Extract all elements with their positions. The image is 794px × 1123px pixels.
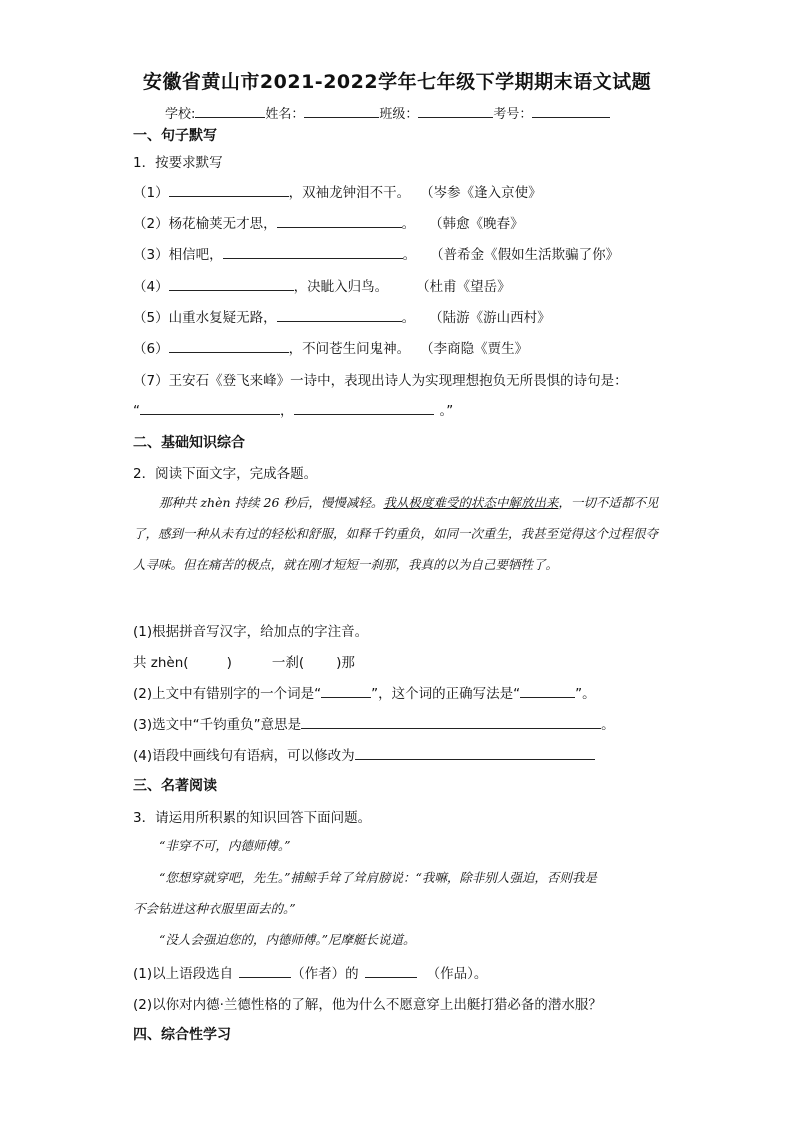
q3-sub-1: [133, 962, 487, 982]
q3-sub-1-b: （作者）的: [291, 966, 359, 982]
q1-item-2: [133, 212, 524, 232]
page-title: 安徽省黄山市2021-2022学年七年级下学期期末语文试题: [142, 71, 652, 93]
q2-sub-1-blanks: [133, 651, 355, 671]
q1-item-4-source: （杜甫《望岳》: [416, 279, 511, 295]
q1-item-7: （7）王安石《登飞来峰》一诗中，表现出诗人为实现理想抱负无所畏惧的诗句是：: [133, 373, 628, 389]
q1-item-6-mid: ，不问苍生问鬼神。: [288, 341, 411, 357]
q2-sub-3: [133, 713, 615, 733]
name-blank[interactable]: [304, 105, 379, 118]
q2-sub-1-d: )那: [336, 655, 355, 671]
q1-item-6: [133, 337, 528, 357]
novel-quote-2b: 不会钻进这种衣服里面去的。”: [133, 901, 296, 916]
section-heading-1: 一、句子默写: [133, 128, 217, 144]
passage-underlined-sentence: 我从极度难受的状态中解放出来: [383, 495, 559, 510]
q1-item-4-pre: （4）: [133, 279, 169, 295]
q1-item-5-mid: 。: [401, 310, 416, 326]
q1-item-1-source: （岑参《逢入京使》: [420, 185, 542, 201]
q2-sub-4-text: (4)语段中画线句有语病，可以修改为: [133, 748, 355, 764]
name-label: 姓名：: [265, 107, 305, 122]
section-heading-2: 二、基础知识综合: [133, 435, 245, 451]
q7-open-quote: “: [133, 403, 140, 419]
q1-item-2-source: （韩愈《晚春》: [429, 216, 524, 232]
q2-sub-2: [133, 682, 596, 702]
q2-sub-1-a: 共 zhèn(: [133, 655, 189, 671]
q2-sub-1-b: ): [226, 655, 232, 671]
q2-sub-2-a: (2)上文中有错别字的一个词是“: [133, 686, 322, 702]
q1-item-1: [133, 181, 542, 201]
q1-item-5: [133, 306, 551, 326]
q2-sub-4-blank[interactable]: [355, 745, 595, 760]
q1-item-3-blank[interactable]: [223, 244, 403, 259]
q3-work-blank[interactable]: [365, 963, 417, 978]
q2-sub-2-blank-2[interactable]: [520, 683, 575, 698]
q1-item-3-mid: 。: [402, 247, 417, 263]
novel-quote-3: “没人会强迫您的，内德师傅。”尼摩艇长说道。: [159, 932, 416, 947]
q1-item-4-blank[interactable]: [169, 276, 294, 291]
section-heading-3: 三、名著阅读: [133, 778, 217, 794]
q2-sub-2-b: ”，这个词的正确写法是“: [371, 686, 521, 702]
passage-part-a: 那种共 zhèn 持续 26 秒后，慢慢减轻。: [159, 495, 384, 510]
section-heading-4: 四、综合性学习: [133, 1027, 231, 1043]
q3-sub-1-c: （作品）。: [426, 966, 488, 982]
q2-sub-2-c: ”。: [575, 686, 596, 702]
q7-close-quote: 。”: [439, 403, 454, 419]
novel-quote-2a: “您想穿就穿吧，先生。”捕鲸手耸了耸肩膀说：“我嘛，除非别人强迫，否则我是: [159, 870, 597, 885]
q1-item-3-pre: （3）相信吧，: [133, 247, 223, 263]
q2-sub-1: (1)根据拼音写汉字，给加点的字注音。: [133, 624, 369, 640]
q1-item-4: [133, 275, 511, 295]
q7-blank-1[interactable]: [140, 400, 280, 415]
q2-sub-1-c: 一刹(: [271, 655, 305, 671]
school-label: 学校:: [165, 107, 196, 122]
q3-author-blank[interactable]: [239, 963, 291, 978]
passage-part-b: ，一切不适都不见了，感到一种从未有过的轻松和舒服，如释千钓重负，如同一次重生，我甚至觉得这个过程很夺人寻味。但在痛苦的极点，就在刚才短短一刹那，我真的以为自己要牺牲了。: [133, 495, 659, 572]
student-info-line: [165, 103, 610, 122]
q2-sub-3-text: (3)选文中“千钧重负”意思是: [133, 717, 302, 733]
class-blank[interactable]: [418, 105, 493, 118]
q1-item-4-mid: ，决眦入归鸟。: [293, 279, 389, 295]
q1-item-6-source: （李商隐《贾生》: [420, 341, 529, 357]
q1-item-5-source: （陆游《游山西村》: [429, 310, 551, 326]
q1-item-1-blank[interactable]: [169, 182, 289, 197]
q3-sub-2: (2)以你对内德·兰德性格的了解，他为什么不愿意穿上出艇打猎必备的潜水服？: [133, 997, 602, 1013]
q1-item-6-pre: （6）: [133, 341, 169, 357]
q2-sub-3-end: 。: [601, 717, 615, 733]
q7-comma: ，: [280, 403, 294, 419]
question-2-prompt: 2．阅读下面文字，完成各题。: [133, 466, 318, 482]
q1-item-2-mid: 。: [401, 216, 416, 232]
q7-blank-2[interactable]: [294, 400, 434, 415]
q1-item-5-pre: （5）山重水复疑无路，: [133, 310, 277, 326]
q1-item-1-pre: （1）: [133, 185, 169, 201]
q1-item-3-source: （普希金《假如生活欺骗了你》: [430, 247, 620, 263]
question-1-prompt: 1．按要求默写: [133, 155, 223, 171]
question-3-prompt: 3．请运用所积累的知识回答下面问题。: [133, 810, 372, 826]
q1-item-2-blank[interactable]: [277, 213, 402, 228]
class-label: 班级：: [379, 107, 419, 122]
school-blank[interactable]: [195, 105, 265, 118]
novel-quote-1: “非穿不可，内德师傅。”: [159, 838, 291, 853]
q2-sub-4: [133, 744, 595, 764]
q1-item-1-mid: ，双袖龙钟泪不干。: [288, 185, 411, 201]
q2-sub-3-blank[interactable]: [301, 714, 601, 729]
number-blank[interactable]: [532, 105, 610, 118]
q1-item-6-blank[interactable]: [169, 338, 289, 353]
reading-passage: [133, 487, 663, 580]
q1-item-5-blank[interactable]: [277, 307, 402, 322]
q2-sub-2-blank-1[interactable]: [321, 683, 371, 698]
q1-item-3: [133, 243, 619, 263]
q3-sub-1-a: (1)以上语段选自: [133, 966, 234, 982]
number-label: 考号：: [493, 107, 533, 122]
q1-item-2-pre: （2）杨花榆荚无才思，: [133, 216, 277, 232]
q1-item-7-answer: [133, 399, 453, 419]
